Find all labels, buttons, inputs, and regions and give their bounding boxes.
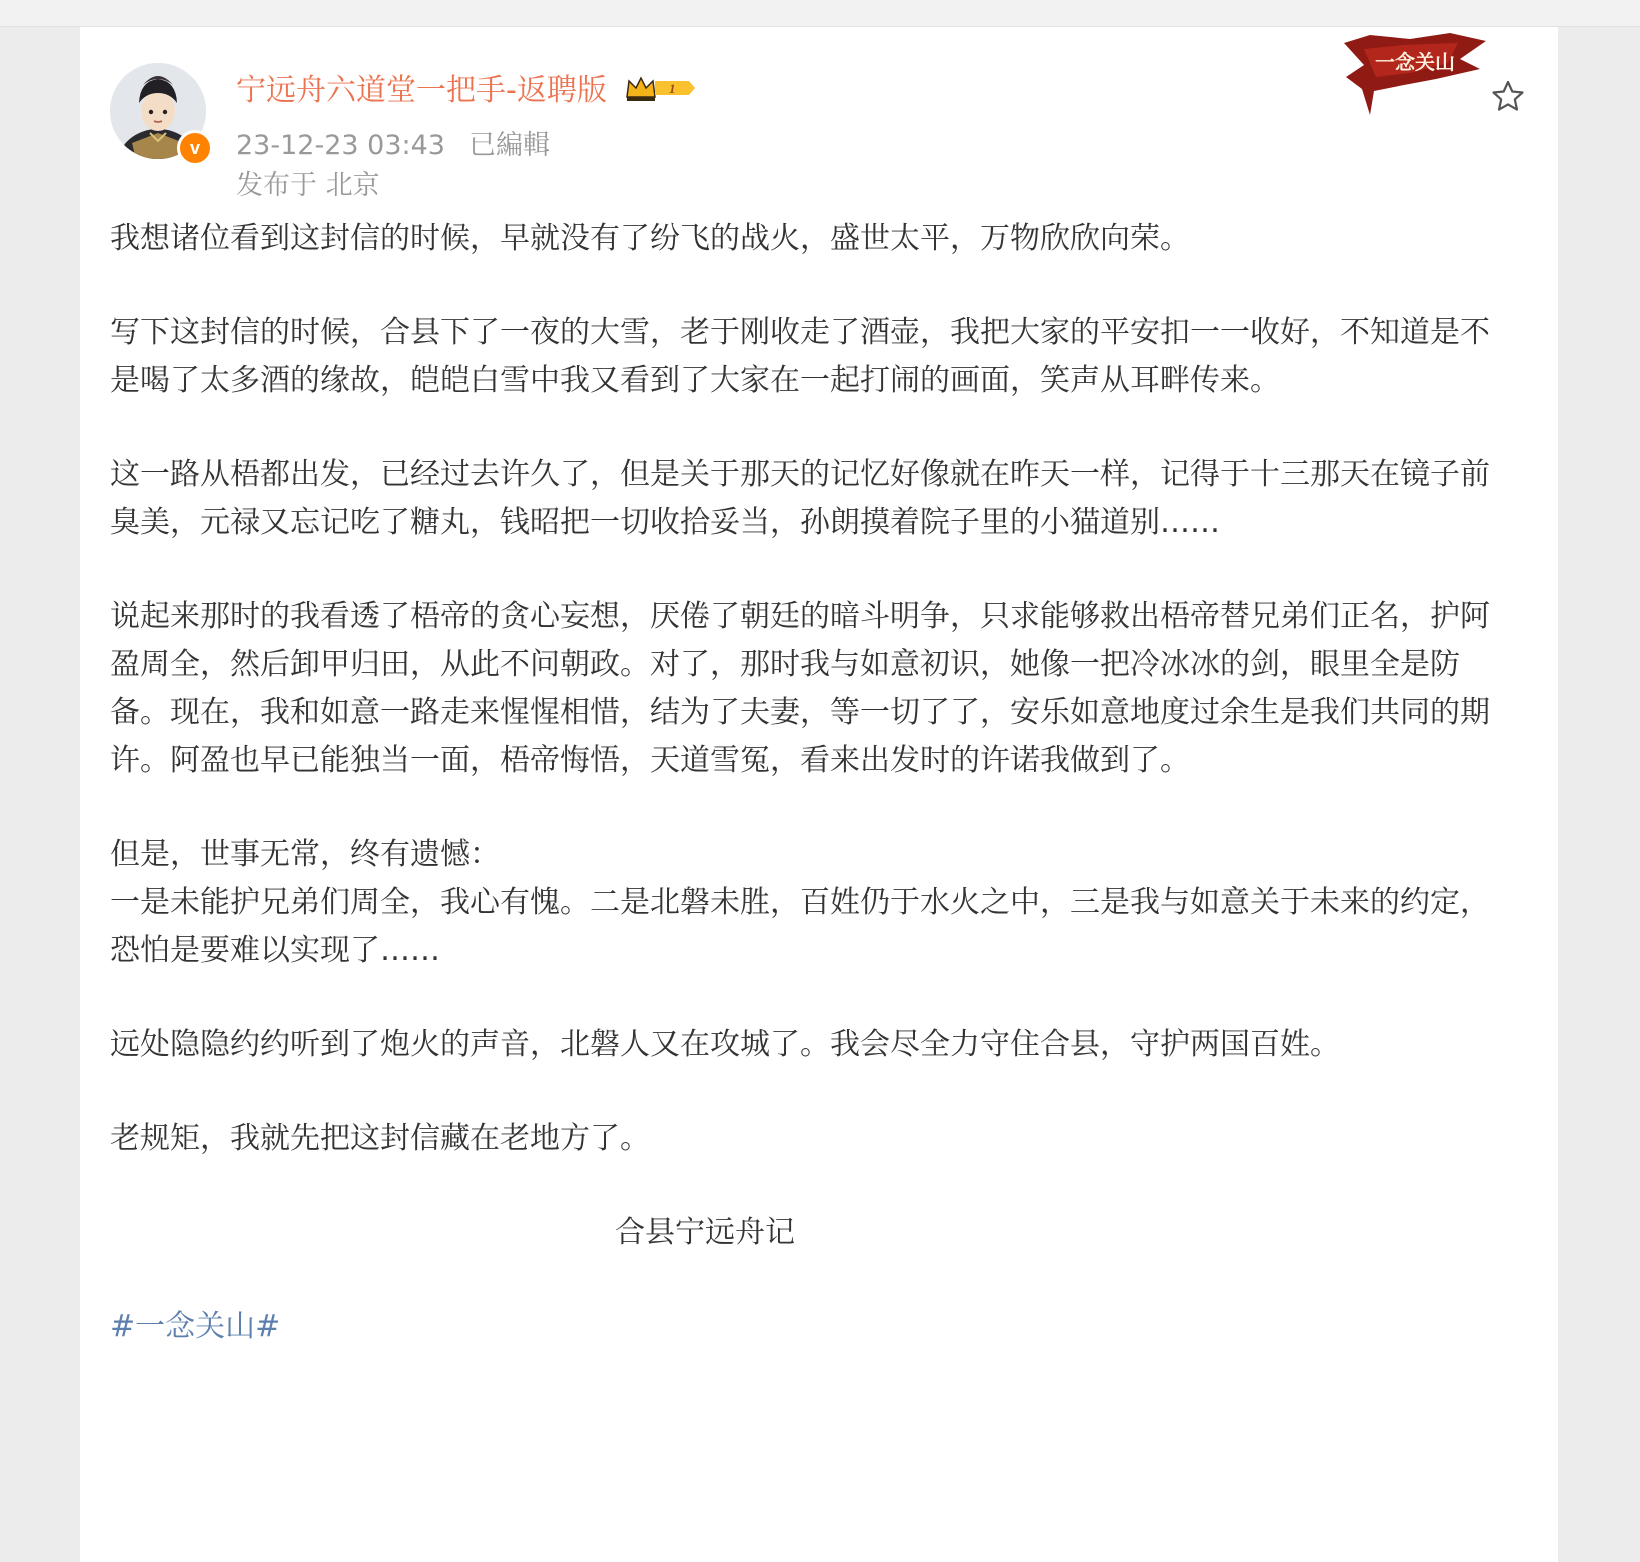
paragraph-2: 写下这封信的时候，合县下了一夜的大雪，老于刚收走了酒壶，我把大家的平安扣一一收好，不知道是不是喝了太多酒的缘故，皑皑白雪中我又看到了大家在一起打闹的画面，笑声从耳畔传来。 bbox=[110, 315, 1490, 398]
paragraph-3: 这一路从梧都出发，已经过去许久了，但是关于那天的记忆好像就在昨天一样，记得于十三那天在镜子前臭美，元禄又忘记吃了糖丸，钱昭把一切收拾妥当，孙朗摸着院子里的小猫道别…… bbox=[110, 457, 1490, 540]
signature: 合县宁远舟记 bbox=[615, 1215, 795, 1250]
paragraph-5: 一是未能护兄弟们周全，我心有愧。二是北磐未胜，百姓仍于水火之中，三是我与如意关于未来的约定，恐怕是要难以实现了…… bbox=[110, 885, 1490, 968]
crown-icon bbox=[627, 78, 655, 101]
post-timestamp[interactable]: 23-12-23 03:43 bbox=[236, 130, 445, 161]
paragraph-1: 我想诸位看到这封信的时候，早就没有了纷飞的战火，盛世太平，万物欣欣向荣。 bbox=[110, 221, 1190, 256]
drama-logo-badge bbox=[1340, 29, 1490, 115]
star-outline-icon bbox=[1488, 77, 1528, 117]
edited-label[interactable]: 已編輯 bbox=[468, 130, 550, 161]
member-badge[interactable] bbox=[625, 73, 697, 103]
favorite-button[interactable] bbox=[1488, 77, 1528, 117]
verified-badge-icon: v bbox=[177, 130, 213, 166]
hashtag-link[interactable]: #一念关山# bbox=[110, 1309, 281, 1344]
paragraph-7: 老规矩，我就先把这封信藏在老地方了。 bbox=[110, 1121, 650, 1156]
paragraph-4: 说起来那时的我看透了梧帝的贪心妄想，厌倦了朝廷的暗斗明争，只求能够救出梧帝替兄弟们正名，护阿盈周全，然后卸甲归田，从此不问朝政。对了，那时我与如意初识，她像一把冷冰冰的剑，眼里全是防备。现在，我和如意一路走来惺惺相惜，结为了夫妻，等一切了了，安乐如意地度过余生是我们共同的期许。阿盈也早已能独当一面，梧帝悔悟，天道雪冤，看来出发时的许诺我做到了。 bbox=[110, 599, 1490, 778]
paragraph-6: 远处隐隐约约听到了炮火的声音，北磐人又在攻城了。我会尽全力守住合县，守护两国百姓。 bbox=[110, 1027, 1340, 1062]
post-card bbox=[80, 27, 1558, 1562]
post-content bbox=[110, 215, 1505, 1397]
post-location: 发布于 北京 bbox=[236, 170, 380, 201]
post-meta bbox=[236, 123, 550, 162]
username-link[interactable]: 宁远舟六道堂一把手-返聘版 bbox=[236, 73, 607, 108]
member-level: 1 bbox=[669, 81, 676, 96]
paragraph-5-heading: 但是，世事无常，终有遗憾： bbox=[110, 837, 500, 872]
logo-text: 一念关山 bbox=[1375, 50, 1455, 74]
top-strip bbox=[0, 0, 1640, 27]
